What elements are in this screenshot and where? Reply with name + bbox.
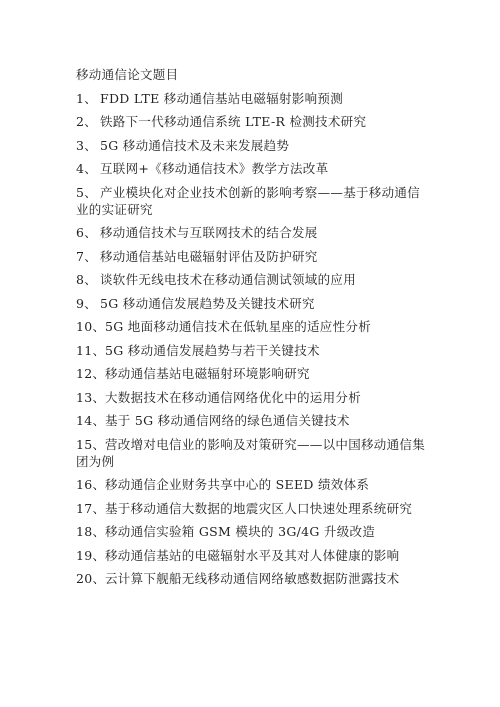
topic-item: [76, 137, 428, 161]
topic-text: 移动通信实验箱 GSM 模块的 3G/4G 升级改造: [105, 524, 376, 539]
topic-text: 基于 5G 移动通信网络的绿色通信关键技术: [105, 413, 350, 428]
topic-number: 12、: [76, 366, 106, 381]
topic-item: [76, 184, 428, 225]
topic-item: [76, 224, 428, 248]
document-body: [76, 66, 428, 594]
topic-item: [76, 570, 428, 594]
topic-item: [76, 365, 428, 389]
topic-text: 基于移动通信大数据的地震灾区人口快速处理系统研究: [105, 500, 413, 516]
topic-item: [76, 295, 428, 319]
topic-item: [76, 500, 428, 524]
topic-number: 17、: [76, 500, 106, 516]
topic-item: [76, 436, 428, 477]
topic-text: FDD LTE 移动通信基站电磁辐射影响预测: [100, 90, 344, 106]
topic-item: [76, 90, 428, 114]
topic-item: [76, 547, 428, 571]
topic-item: [76, 318, 428, 342]
topic-text: 营改增对电信业的影响及对策研究——以中国移动通信集团为例: [76, 436, 426, 469]
topic-text: 互联网+《移动通信技术》教学方法改革: [100, 161, 329, 176]
topic-list: [76, 90, 428, 594]
topic-text: 移动通信基站的电磁辐射水平及其对人体健康的影响: [105, 547, 400, 563]
topic-number: 8、: [76, 272, 98, 287]
topic-text: 大数据技术在移动通信网络优化中的运用分析: [105, 389, 362, 405]
topic-item: [76, 271, 428, 295]
topic-text: 产业模块化对企业技术创新的影响考察——基于移动通信业的实证研究: [76, 184, 421, 217]
topic-text: 铁路下一代移动通信系统 LTE-R 检测技术研究: [100, 114, 367, 129]
topic-number: 18、: [76, 524, 106, 539]
topic-number: 11、: [76, 342, 106, 358]
topic-text: 移动通信基站电磁辐射评估及防护研究: [100, 248, 318, 264]
document-title: 移动通信论文题目: [76, 67, 179, 82]
topic-item: [76, 160, 428, 184]
topic-number: 5、: [76, 184, 98, 200]
topic-text: 移动通信技术与互联网技术的结合发展: [100, 225, 318, 240]
topic-number: 15、: [76, 436, 106, 452]
topic-text: 5G 移动通信发展趋势与若干关键技术: [105, 342, 320, 358]
topic-item: [76, 412, 428, 436]
topic-number: 10、: [76, 319, 106, 334]
topic-item: [76, 248, 428, 272]
topic-number: 14、: [76, 413, 106, 428]
topic-item: [76, 342, 428, 366]
topic-number: 13、: [76, 389, 106, 405]
topic-text: 移动通信企业财务共享中心的 SEED 绩效体系: [105, 477, 370, 492]
topic-item: [76, 476, 428, 500]
topic-number: 3、: [76, 137, 98, 153]
topic-number: 16、: [76, 477, 106, 492]
topic-number: 2、: [76, 114, 98, 129]
topic-text: 5G 移动通信发展趋势及关键技术研究: [100, 295, 315, 311]
topic-number: 7、: [76, 248, 98, 264]
topic-text: 谈软件无线电技术在移动通信测试领域的应用: [100, 272, 357, 287]
topic-number: 20、: [76, 571, 106, 586]
topic-text: 云计算下舰船无线移动通信网络敏感数据防泄露技术: [105, 571, 400, 586]
topic-text: 5G 地面移动通信技术在低轨星座的适应性分析: [105, 319, 372, 334]
topic-number: 6、: [76, 225, 98, 240]
topic-number: 4、: [76, 161, 98, 176]
topic-number: 9、: [76, 295, 98, 311]
topic-item: [76, 523, 428, 547]
topic-number: 1、: [76, 90, 98, 106]
topic-item: [76, 113, 428, 137]
topic-item: [76, 389, 428, 413]
topic-text: 5G 移动通信技术及未来发展趋势: [100, 137, 290, 153]
topic-text: 移动通信基站电磁辐射环境影响研究: [105, 366, 310, 381]
topic-number: 19、: [76, 547, 106, 563]
